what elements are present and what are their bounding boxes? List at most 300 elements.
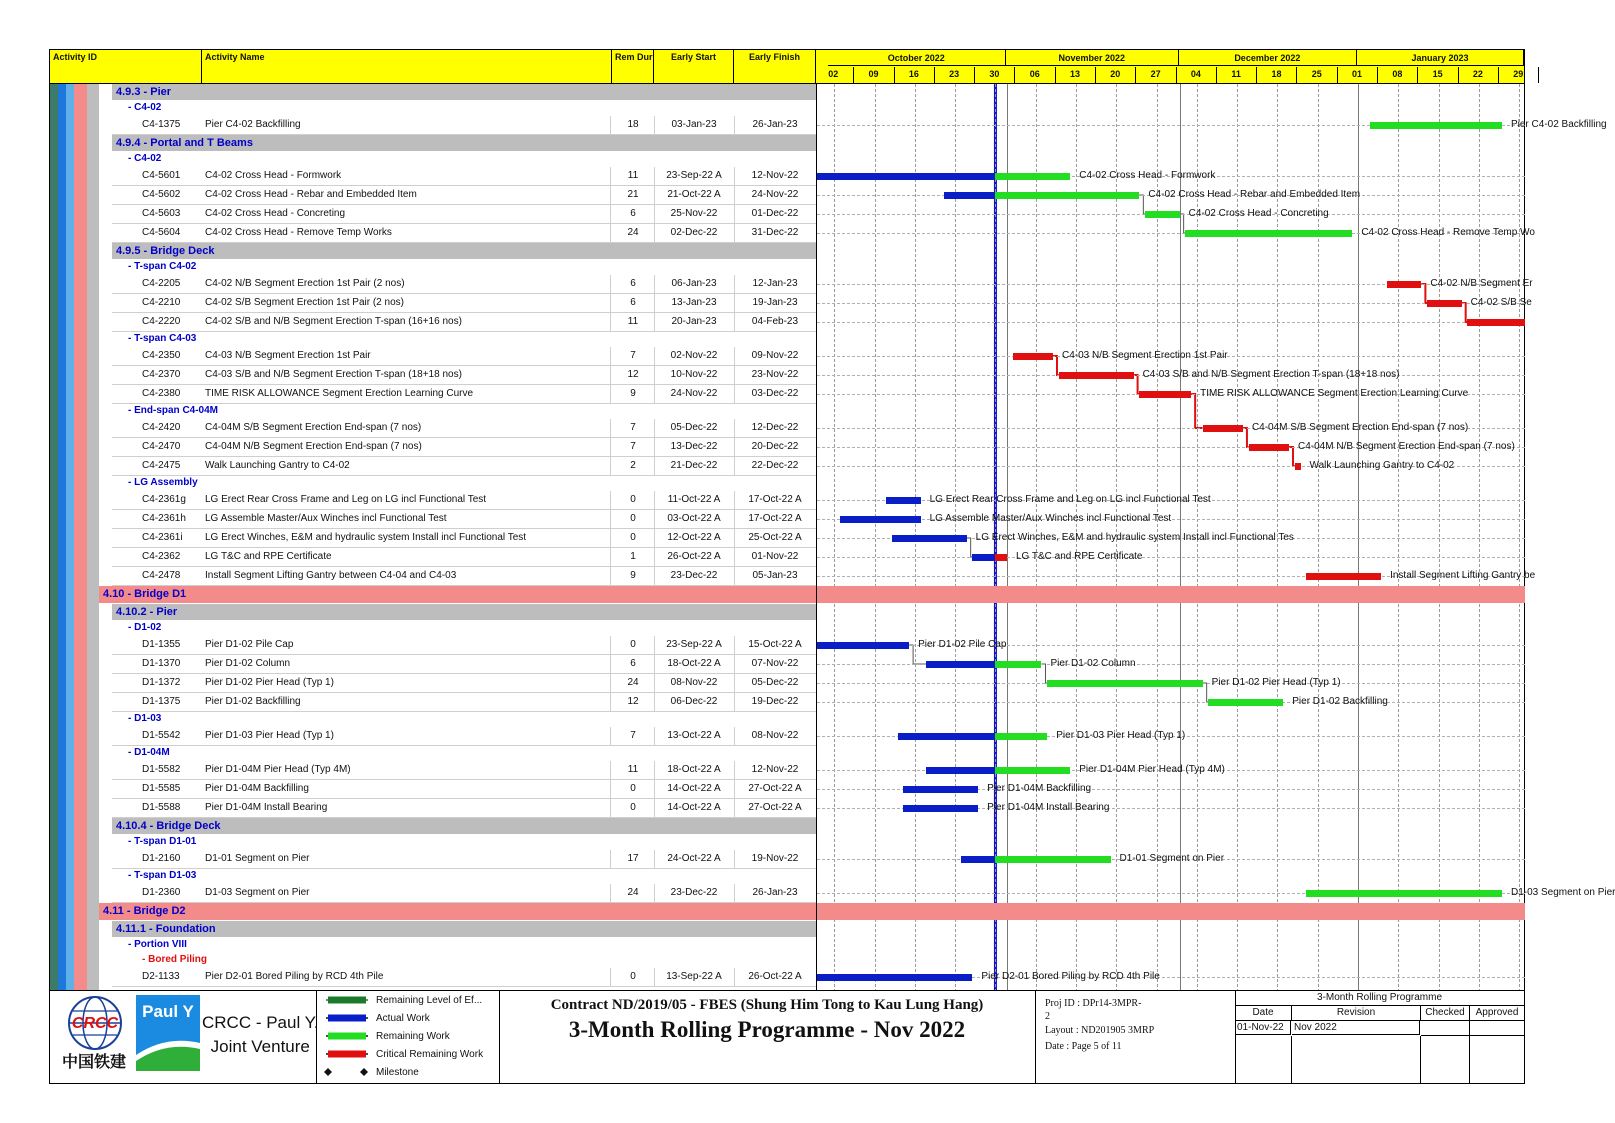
week-label: 08 bbox=[1392, 69, 1403, 79]
month-label: January 2023 bbox=[1357, 50, 1524, 66]
early-start: 13-Oct-22 A bbox=[667, 730, 721, 741]
activity-name: Pier D1-03 Pier Head (Typ 1) bbox=[205, 730, 334, 741]
early-start: 02-Dec-22 bbox=[670, 227, 718, 238]
early-finish: 09-Nov-22 bbox=[751, 350, 799, 361]
month-label: October 2022 bbox=[828, 50, 1006, 66]
gantt-bar-red[interactable] bbox=[1295, 463, 1301, 470]
early-finish: 01-Dec-22 bbox=[751, 208, 799, 219]
activity-name: C4-03 N/B Segment Erection 1st Pair bbox=[205, 350, 371, 361]
gantt-bar-green[interactable] bbox=[1047, 680, 1202, 687]
group-label[interactable]: - Portion VIII bbox=[128, 939, 187, 950]
bar-label: D1-01 Segment on Pier bbox=[1119, 853, 1225, 864]
legend-critical-work: Critical Remaining Work bbox=[376, 1049, 484, 1060]
activity-id: D1-5542 bbox=[142, 730, 181, 741]
milestone-diamond-icon bbox=[360, 1068, 368, 1076]
gantt-chart bbox=[49, 49, 1615, 992]
col-early-finish[interactable]: Early Finish bbox=[734, 50, 816, 83]
activity-id: C4-2470 bbox=[142, 441, 181, 452]
early-start: 13-Jan-23 bbox=[671, 297, 717, 308]
rem-dur: 0 bbox=[630, 802, 636, 813]
early-finish: 27-Oct-22 A bbox=[748, 802, 802, 813]
gantt-bar-red[interactable] bbox=[1387, 281, 1422, 288]
gantt-bar-green[interactable] bbox=[1208, 699, 1283, 706]
group-label[interactable]: - LG Assembly bbox=[128, 477, 198, 488]
rem-dur: 21 bbox=[627, 189, 639, 200]
early-start: 03-Oct-22 A bbox=[667, 513, 721, 524]
activity-name: Pier D1-02 Pile Cap bbox=[205, 639, 294, 650]
rem-dur: 6 bbox=[630, 278, 636, 289]
early-start: 13-Sep-22 A bbox=[666, 971, 722, 982]
rem-dur: 9 bbox=[630, 570, 636, 581]
week-label: 27 bbox=[1150, 69, 1161, 79]
early-finish: 31-Dec-22 bbox=[751, 227, 799, 238]
table-row[interactable] bbox=[50, 655, 816, 674]
table-row[interactable] bbox=[50, 567, 816, 586]
legend-remaining-work: Remaining Work bbox=[376, 1031, 450, 1042]
bar-label: Pier D1-04M Backfilling bbox=[987, 783, 1092, 794]
rev-checked bbox=[1421, 1021, 1470, 1036]
activity-name: C4-04M N/B Segment Erection End-span (7 nos) bbox=[205, 441, 422, 452]
gantt-bar-blue[interactable] bbox=[972, 554, 995, 561]
legend-panel bbox=[49, 990, 1525, 1084]
activity-id: C4-2220 bbox=[142, 316, 181, 327]
table-row[interactable] bbox=[50, 884, 816, 903]
early-start: 05-Dec-22 bbox=[670, 422, 718, 433]
svg-text:中国铁建: 中国铁建 bbox=[61, 1052, 127, 1071]
activity-table bbox=[50, 84, 816, 992]
group-label[interactable]: - C4-02 bbox=[128, 102, 162, 113]
activity-name: D1-03 Segment on Pier bbox=[205, 887, 310, 898]
table-row[interactable] bbox=[50, 275, 816, 294]
bar-label: Pier D1-02 Pier Head (Typ 1) bbox=[1211, 677, 1341, 688]
contract-title: Contract ND/2019/05 - FBES (Shung Him Tong to Kau Lung Hang) bbox=[550, 997, 984, 1013]
programme-title: 3-Month Rolling Programme - Nov 2022 bbox=[568, 1017, 966, 1042]
gantt-bar-green[interactable] bbox=[995, 767, 1070, 774]
activity-id: C4-2361g bbox=[142, 494, 186, 505]
table-row[interactable] bbox=[50, 693, 816, 712]
gantt-bar-blue[interactable] bbox=[903, 805, 978, 812]
gantt-bar-green[interactable] bbox=[995, 173, 1070, 180]
rem-dur: 11 bbox=[627, 764, 639, 775]
early-finish: 12-Dec-22 bbox=[751, 422, 799, 433]
table-row[interactable] bbox=[50, 457, 816, 476]
week-label: 18 bbox=[1271, 69, 1282, 79]
activity-id: D1-5585 bbox=[142, 783, 181, 794]
wbs-band[interactable]: 4.9.4 - Portal and T Beams bbox=[112, 135, 816, 151]
activity-id: C4-5601 bbox=[142, 170, 181, 181]
rem-dur: 2 bbox=[630, 460, 636, 471]
bar-label: LG Assemble Master/Aux Winches incl Functional Test bbox=[929, 513, 1172, 524]
early-start: 24-Nov-22 bbox=[670, 388, 718, 399]
table-row[interactable] bbox=[50, 224, 816, 243]
week-label: 02 bbox=[828, 69, 839, 79]
rem-dur: 12 bbox=[627, 369, 639, 380]
table-row[interactable] bbox=[50, 968, 816, 987]
activity-id: D1-2360 bbox=[142, 887, 181, 898]
rev-revision: Nov 2022 bbox=[1292, 1021, 1420, 1035]
rem-dur: 11 bbox=[627, 316, 639, 327]
activity-name: Pier D2-01 Bored Piling by RCD 4th Pile bbox=[205, 971, 384, 982]
gantt-bar-green[interactable] bbox=[1306, 890, 1502, 897]
bar-label: Pier D1-03 Pier Head (Typ 1) bbox=[1056, 730, 1186, 741]
early-finish: 04-Feb-23 bbox=[751, 316, 799, 327]
gantt-bar-blue[interactable] bbox=[886, 497, 921, 504]
bar-label: Pier D1-02 Column bbox=[1050, 658, 1136, 669]
early-start: 10-Nov-22 bbox=[670, 369, 718, 380]
group-label[interactable]: - Bored Piling bbox=[142, 954, 207, 965]
rem-dur: 6 bbox=[630, 297, 636, 308]
activity-name: C4-02 Cross Head - Remove Temp Works bbox=[205, 227, 392, 238]
activity-name: Pier C4-02 Backfilling bbox=[205, 119, 301, 130]
table-row[interactable] bbox=[50, 347, 816, 366]
table-row[interactable] bbox=[50, 385, 816, 404]
early-start: 14-Oct-22 A bbox=[667, 802, 721, 813]
bar-label: Pier D1-02 Pile Cap bbox=[918, 639, 1007, 650]
col-rem-dur[interactable]: Rem Dur bbox=[612, 50, 654, 83]
group-label[interactable]: - T-span C4-03 bbox=[128, 333, 197, 344]
early-start: 23-Dec-22 bbox=[670, 887, 718, 898]
activity-name: Pier D1-04M Install Bearing bbox=[205, 802, 328, 813]
title-box bbox=[499, 991, 1036, 1083]
early-finish: 08-Nov-22 bbox=[751, 730, 799, 741]
group-label[interactable]: - T-span D1-01 bbox=[128, 836, 197, 847]
table-row[interactable] bbox=[50, 294, 816, 313]
page-number: Date : Page 5 of 11 bbox=[1045, 1041, 1122, 1052]
early-finish: 26-Oct-22 A bbox=[748, 971, 802, 982]
rem-dur: 7 bbox=[630, 730, 636, 741]
legend-swatches bbox=[324, 991, 384, 1083]
activity-name: Pier D1-02 Backfilling bbox=[205, 696, 301, 707]
rev-header-approved: Approved bbox=[1470, 1006, 1524, 1021]
table-row[interactable] bbox=[50, 366, 816, 385]
company-name: CRCC - Paul Y. Joint Venture bbox=[202, 1013, 319, 1056]
rem-dur: 0 bbox=[630, 639, 636, 650]
activity-name: C4-02 N/B Segment Erection 1st Pair (2 nos) bbox=[205, 278, 405, 289]
gantt-bar-blue[interactable] bbox=[926, 767, 995, 774]
rem-dur: 1 bbox=[630, 551, 636, 562]
gantt-bar-blue[interactable] bbox=[944, 192, 996, 199]
proj-id: Proj ID : DPr14-3MPR- 2 bbox=[1045, 998, 1142, 1022]
project-info-box bbox=[1035, 991, 1236, 1083]
early-finish: 26-Jan-23 bbox=[752, 119, 798, 130]
gantt-bar-blue[interactable] bbox=[898, 733, 996, 740]
gantt-bar-green[interactable] bbox=[995, 661, 1041, 668]
rev-header-date: Date bbox=[1235, 1006, 1292, 1021]
group-label[interactable]: - End-span C4-04M bbox=[128, 405, 219, 416]
table-row[interactable] bbox=[50, 419, 816, 438]
week-label: 22 bbox=[1472, 69, 1483, 79]
early-finish: 19-Dec-22 bbox=[751, 696, 799, 707]
week-label: 23 bbox=[949, 69, 960, 79]
gantt-bar-green[interactable] bbox=[995, 733, 1047, 740]
activity-name: C4-03 S/B and N/B Segment Erection T-span (18+18 nos) bbox=[205, 369, 462, 380]
gantt-bar-red[interactable] bbox=[1249, 444, 1289, 451]
early-start: 23-Sep-22 A bbox=[666, 639, 722, 650]
legend-remaining-level: Remaining Level of Ef... bbox=[376, 995, 483, 1006]
activity-name: C4-04M S/B Segment Erection End-span (7 nos) bbox=[205, 422, 422, 433]
table-row[interactable] bbox=[50, 529, 816, 548]
activity-id: C4-1375 bbox=[142, 119, 181, 130]
gantt-bar-blue[interactable] bbox=[817, 642, 909, 649]
activity-id: D1-5588 bbox=[142, 802, 181, 813]
early-finish: 12-Nov-22 bbox=[751, 764, 799, 775]
activity-id: D1-1370 bbox=[142, 658, 181, 669]
gantt-bar-blue[interactable] bbox=[840, 516, 921, 523]
bar-label: Pier D1-04M Pier Head (Typ 4M) bbox=[1079, 764, 1225, 775]
week-label: 30 bbox=[989, 69, 1000, 79]
gantt-bar-blue[interactable] bbox=[892, 535, 967, 542]
activity-name: LG Erect Winches, E&M and hydraulic system Install incl Functional Test bbox=[205, 532, 527, 543]
gantt-bar-blue[interactable] bbox=[817, 974, 972, 981]
early-start: 18-Oct-22 A bbox=[667, 658, 721, 669]
legend-milestone: Milestone bbox=[376, 1067, 419, 1078]
early-start: 12-Oct-22 A bbox=[667, 532, 721, 543]
early-finish: 07-Nov-22 bbox=[751, 658, 799, 669]
gantt-bar-blue[interactable] bbox=[903, 786, 978, 793]
gantt-bar-blue[interactable] bbox=[926, 661, 995, 668]
rem-dur: 0 bbox=[630, 494, 636, 505]
bar-label: TIME RISK ALLOWANCE Segment Erection Learning Curve bbox=[1200, 388, 1469, 399]
bar-label: Walk Launching Gantry to C4-02 bbox=[1309, 460, 1455, 471]
wbs-band[interactable]: 4.10 - Bridge D1 bbox=[99, 586, 816, 603]
rem-dur: 0 bbox=[630, 513, 636, 524]
gantt-bar-red[interactable] bbox=[1427, 300, 1462, 307]
week-label: 20 bbox=[1110, 69, 1121, 79]
early-finish: 05-Jan-23 bbox=[752, 570, 798, 581]
table-row[interactable] bbox=[50, 167, 816, 186]
activity-name: Install Segment Lifting Gantry between C4-04 and C4-03 bbox=[205, 570, 457, 581]
rem-dur: 6 bbox=[630, 658, 636, 669]
early-finish: 20-Dec-22 bbox=[751, 441, 799, 452]
early-finish: 19-Nov-22 bbox=[751, 853, 799, 864]
wbs-band[interactable]: 4.11.1 - Foundation bbox=[112, 921, 816, 937]
early-finish: 26-Jan-23 bbox=[752, 887, 798, 898]
activity-name: C4-02 S/B and N/B Segment Erection T-span (16+16 nos) bbox=[205, 316, 462, 327]
early-finish: 17-Oct-22 A bbox=[748, 513, 802, 524]
bar-label: LG T&C and RPE Certificate bbox=[1015, 551, 1143, 562]
bar-label: Install Segment Lifting Gantry be bbox=[1390, 570, 1536, 581]
legend-swatch bbox=[328, 1051, 366, 1058]
table-row[interactable] bbox=[50, 636, 816, 655]
rem-dur: 17 bbox=[627, 853, 639, 864]
early-start: 11-Oct-22 A bbox=[667, 494, 721, 505]
early-finish: 24-Nov-22 bbox=[751, 189, 799, 200]
col-activity-id[interactable]: Activity ID bbox=[50, 50, 202, 83]
early-start: 18-Oct-22 A bbox=[667, 764, 721, 775]
table-row[interactable] bbox=[50, 727, 816, 746]
activity-id: C4-2478 bbox=[142, 570, 181, 581]
early-start: 13-Dec-22 bbox=[670, 441, 718, 452]
svg-text:CRCC: CRCC bbox=[71, 1015, 119, 1032]
bar-label: C4-02 Cross Head - Remove Temp Wo bbox=[1361, 227, 1535, 238]
early-finish: 12-Nov-22 bbox=[751, 170, 799, 181]
wbs-band[interactable]: 4.10.2 - Pier bbox=[112, 604, 816, 620]
activity-name: Pier D1-02 Pier Head (Typ 1) bbox=[205, 677, 334, 688]
activity-id: D1-5582 bbox=[142, 764, 181, 775]
bar-label: D1-03 Segment on Pier bbox=[1510, 887, 1615, 898]
table-row[interactable] bbox=[50, 799, 816, 818]
rev-approved bbox=[1470, 1021, 1524, 1036]
rem-dur: 24 bbox=[627, 227, 639, 238]
table-header bbox=[50, 50, 1524, 84]
bar-label: C4-02 N/B Segment Er bbox=[1430, 278, 1533, 289]
bar-label: LG Erect Winches, E&M and hydraulic system Install incl Functional Tes bbox=[975, 532, 1294, 543]
group-label[interactable]: - C4-02 bbox=[128, 153, 162, 164]
table-row[interactable] bbox=[50, 116, 816, 135]
wbs-band[interactable]: 4.11 - Bridge D2 bbox=[99, 903, 816, 920]
rem-dur: 0 bbox=[630, 783, 636, 794]
bar-label: Pier D2-01 Bored Piling by RCD 4th Pile bbox=[981, 971, 1160, 982]
svg-text:Paul Y: Paul Y bbox=[142, 1002, 194, 1021]
activity-name: TIME RISK ALLOWANCE Segment Erection Learning Curve bbox=[205, 388, 474, 399]
table-row[interactable] bbox=[50, 780, 816, 799]
group-label[interactable]: - D1-04M bbox=[128, 747, 170, 758]
early-start: 03-Jan-23 bbox=[671, 119, 717, 130]
early-finish: 01-Nov-22 bbox=[751, 551, 799, 562]
activity-id: D1-1372 bbox=[142, 677, 181, 688]
early-finish: 23-Nov-22 bbox=[751, 369, 799, 380]
activity-id: C4-2210 bbox=[142, 297, 181, 308]
rem-dur: 7 bbox=[630, 350, 636, 361]
milestone-diamond-icon bbox=[324, 1068, 332, 1076]
gantt-bar-red[interactable] bbox=[1013, 353, 1053, 360]
week-label: 29 bbox=[1513, 69, 1524, 79]
activity-name: C4-02 Cross Head - Concreting bbox=[205, 208, 346, 219]
table-row[interactable] bbox=[50, 548, 816, 567]
legend-actual-work: Actual Work bbox=[376, 1013, 430, 1024]
activity-name: Pier D1-04M Backfilling bbox=[205, 783, 309, 794]
early-start: 24-Oct-22 A bbox=[667, 853, 721, 864]
early-start: 06-Jan-23 bbox=[671, 278, 717, 289]
early-finish: 27-Oct-22 A bbox=[748, 783, 802, 794]
table-row[interactable] bbox=[50, 491, 816, 510]
gantt-bar-red[interactable] bbox=[1306, 573, 1381, 580]
rem-dur: 6 bbox=[630, 208, 636, 219]
activity-name: LG Erect Rear Cross Frame and Leg on LG incl Functional Test bbox=[205, 494, 487, 505]
gantt-bar-red[interactable] bbox=[1139, 391, 1191, 398]
gantt-bar-red[interactable] bbox=[995, 554, 1007, 561]
legend-swatch bbox=[328, 997, 366, 1004]
gantt-bar-green[interactable] bbox=[995, 856, 1110, 863]
activity-name: C4-02 Cross Head - Rebar and Embedded Item bbox=[205, 189, 417, 200]
early-start: 23-Dec-22 bbox=[670, 570, 718, 581]
activity-id: D1-1375 bbox=[142, 696, 181, 707]
rem-dur: 0 bbox=[630, 532, 636, 543]
early-start: 06-Dec-22 bbox=[670, 696, 718, 707]
early-finish: 22-Dec-22 bbox=[751, 460, 799, 471]
gantt-bar-red[interactable] bbox=[1059, 372, 1134, 379]
gantt-bar-green[interactable] bbox=[995, 192, 1139, 199]
gantt-bar-green[interactable] bbox=[1370, 122, 1502, 129]
early-start: 14-Oct-22 A bbox=[667, 783, 721, 794]
gantt-bar-red[interactable] bbox=[1203, 425, 1243, 432]
week-label: 25 bbox=[1311, 69, 1322, 79]
early-start: 23-Sep-22 A bbox=[666, 170, 722, 181]
early-finish: 05-Dec-22 bbox=[751, 677, 799, 688]
week-label: 15 bbox=[1432, 69, 1443, 79]
col-early-start[interactable]: Early Start bbox=[654, 50, 734, 83]
wbs-band[interactable]: 4.9.3 - Pier bbox=[112, 84, 816, 100]
bar-label: Pier D1-02 Backfilling bbox=[1292, 696, 1388, 707]
group-label[interactable]: - T-span C4-02 bbox=[128, 261, 197, 272]
activity-name: C4-02 Cross Head - Formwork bbox=[205, 170, 342, 181]
activity-id: C4-5604 bbox=[142, 227, 181, 238]
early-finish: 17-Oct-22 A bbox=[748, 494, 802, 505]
week-label: 11 bbox=[1231, 69, 1241, 79]
rev-header-revision: Revision bbox=[1292, 1006, 1421, 1021]
wbs-band[interactable]: 4.9.5 - Bridge Deck bbox=[112, 243, 816, 259]
activity-id: D1-2160 bbox=[142, 853, 181, 864]
table-row[interactable] bbox=[50, 313, 816, 332]
bar-label: Pier D1-04M Install Bearing bbox=[987, 802, 1110, 813]
wbs-band[interactable]: 4.10.4 - Bridge Deck bbox=[112, 818, 816, 834]
table-row[interactable] bbox=[50, 205, 816, 224]
week-label: 13 bbox=[1070, 69, 1081, 79]
month-label: November 2022 bbox=[1006, 50, 1179, 66]
group-label[interactable]: - T-span D1-03 bbox=[128, 870, 197, 881]
bar-label: C4-03 N/B Segment Erection 1st Pair bbox=[1062, 350, 1228, 361]
table-row[interactable] bbox=[50, 438, 816, 457]
table-row[interactable] bbox=[50, 761, 816, 780]
table-row[interactable] bbox=[50, 510, 816, 529]
activity-name: Walk Launching Gantry to C4-02 bbox=[205, 460, 350, 471]
bar-label: Pier C4-02 Backfilling bbox=[1510, 119, 1607, 130]
early-finish: 15-Oct-22 A bbox=[748, 639, 802, 650]
activity-id: C4-2420 bbox=[142, 422, 181, 433]
table-row[interactable] bbox=[50, 850, 816, 869]
timescale bbox=[816, 50, 1524, 83]
legend-swatch bbox=[328, 1015, 366, 1022]
activity-id: C4-2205 bbox=[142, 278, 181, 289]
activity-name: Pier D1-02 Column bbox=[205, 658, 291, 669]
rev-header-checked: Checked bbox=[1421, 1006, 1470, 1021]
activity-name: Pier D1-04M Pier Head (Typ 4M) bbox=[205, 764, 351, 775]
activity-id: C4-2380 bbox=[142, 388, 181, 399]
gantt-bar-blue[interactable] bbox=[817, 173, 995, 180]
week-label: 09 bbox=[868, 69, 879, 79]
rem-dur: 24 bbox=[627, 677, 639, 688]
gantt-bar-green[interactable] bbox=[1145, 211, 1180, 218]
activity-id: C4-5603 bbox=[142, 208, 181, 219]
early-finish: 19-Jan-23 bbox=[752, 297, 798, 308]
activity-id: C4-2362 bbox=[142, 551, 181, 562]
activity-id: C4-2370 bbox=[142, 369, 181, 380]
early-start: 02-Nov-22 bbox=[670, 350, 718, 361]
table-row[interactable] bbox=[50, 186, 816, 205]
early-start: 08-Nov-22 bbox=[670, 677, 718, 688]
early-finish: 03-Dec-22 bbox=[751, 388, 799, 399]
rem-dur: 11 bbox=[627, 170, 639, 181]
col-activity-name[interactable]: Activity Name bbox=[202, 50, 612, 83]
revision-title: 3-Month Rolling Programme bbox=[1235, 991, 1524, 1006]
week-label: 16 bbox=[908, 69, 919, 79]
group-label[interactable]: - D1-02 bbox=[128, 622, 162, 633]
gantt-bar-red[interactable] bbox=[1467, 319, 1525, 326]
activity-name: D1-01 Segment on Pier bbox=[205, 853, 310, 864]
activity-id: C4-2475 bbox=[142, 460, 181, 471]
bar-label: C4-02 Cross Head - Concreting bbox=[1188, 208, 1329, 219]
legend-key-box bbox=[316, 991, 500, 1083]
week-label: 06 bbox=[1029, 69, 1040, 79]
week-label: 01 bbox=[1352, 69, 1363, 79]
gantt-bar-green[interactable] bbox=[1185, 230, 1352, 237]
group-label[interactable]: - D1-03 bbox=[128, 713, 162, 724]
activity-name: LG T&C and RPE Certificate bbox=[205, 551, 332, 562]
rem-dur: 12 bbox=[627, 696, 639, 707]
early-start: 25-Nov-22 bbox=[670, 208, 718, 219]
gantt-bar-blue[interactable] bbox=[961, 856, 996, 863]
table-row[interactable] bbox=[50, 674, 816, 693]
